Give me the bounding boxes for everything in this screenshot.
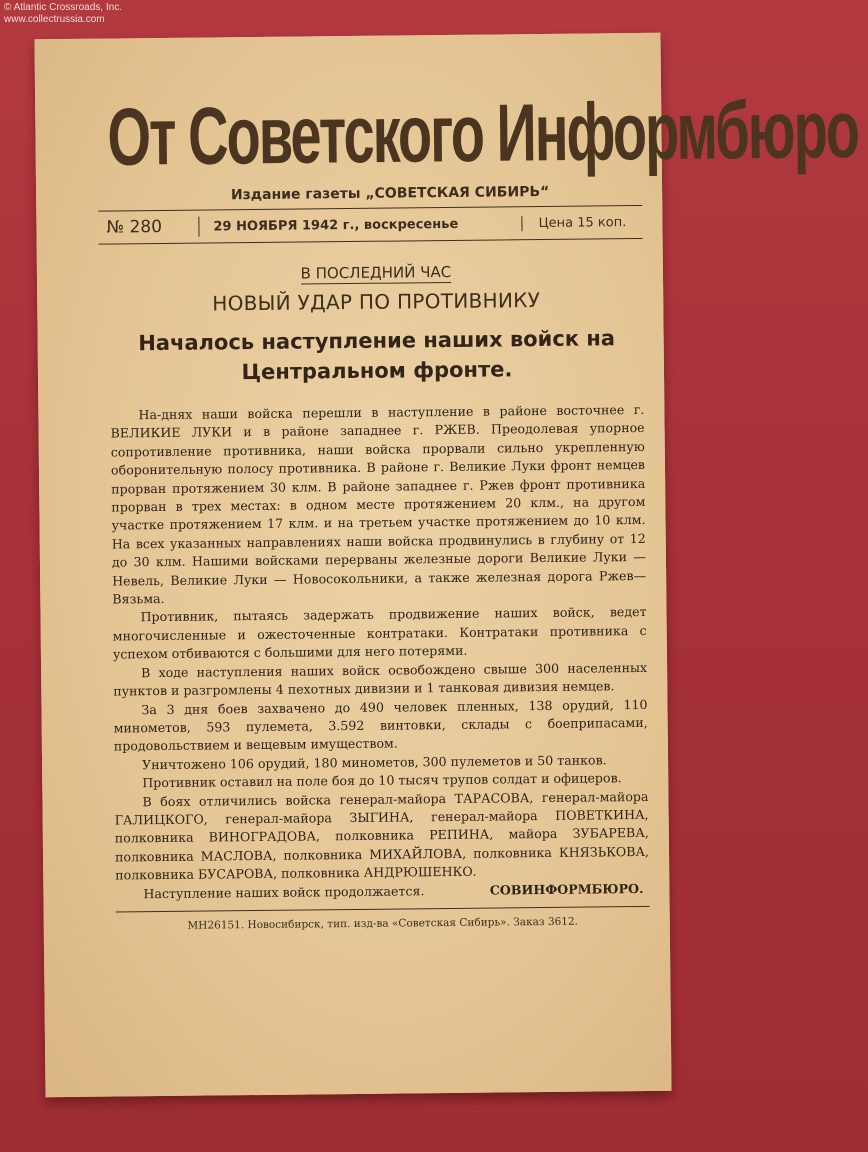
article-headline: НОВЫЙ УДАР ПО ПРОТИВНИКУ — [212, 288, 541, 316]
issue-date: 29 НОЯБРЯ 1942 г., воскресенье — [199, 216, 522, 234]
article-paragraph: Противник, пытаясь задержать продвижение наших войск, ведет многочисленные и ожесточенные контратаки. Контратаки противника с успехом отбиваются с большими для него потерями. — [112, 604, 647, 662]
signature: СОВИНФОРМБЮРО. — [489, 880, 644, 898]
newspaper-content — [106, 81, 859, 933]
edition-line: Издание газеты „СОВЕТСКАЯ СИБИРЬ“ — [230, 183, 550, 204]
article-paragraph: В боях отличились войска генерал-майора ТАРАСОВА, генерал-майора ГАЛИЦКОГО, генерал-майора ЗЫГИНА, генерал-майора ПОВЕТКИНА, полковника ВИНОГРАДОВА, полковника РЕПИНА, майора ЗУБАРЕВА, полковника МАСЛОВА, полковника МИХАЙЛОВА, полковника КНЯЗЬКОВА, полковника БУСАРОВА, полковника АНДРЮШЕНКО. — [114, 788, 650, 883]
section-heading — [109, 261, 643, 285]
article-body — [110, 401, 649, 904]
section-heading-text: В ПОСЛЕДНИЙ ЧАС — [300, 262, 452, 283]
watermark-line-1: © Atlantic Crossroads, Inc. — [4, 2, 122, 13]
issue-info-bar — [98, 205, 642, 245]
article-subheadline: Началось наступление наших войск на Центральном фронте. — [138, 326, 616, 385]
newspaper-sheet — [34, 33, 859, 1097]
article-paragraph: На-днях наши войска перешли в наступление в районе восточнее г. ВЕЛИКИЕ ЛУКИ и в районе западнее г. РЖЕВ. Преодолевая упорное сопротивление противника, наши войска прорвали сильно укрепленную оборонительную полосу противника. В районе г. Великие Луки фронт немцев прорван протяжением 30 клм. В районе западнее г. Ржев фронт противника прорван в трех местах: в одном месте протяжением 20 клм., на другом участке протяжением 17 клм. и на третьем участке протяжением до 10 клм. На всех указанных направлениях наши войска продвинулись в глубину от 12 до 30 клм. Нашими войсками перерваны железные дороги Великие Луки — Невель, Великие Луки — Новосокольники, а также железная дорога Ржев—Вязьма. — [110, 401, 647, 607]
printer-imprint: МН26151. Новосибирск, тип. изд-ва «Советская Сибирь». Заказ 3612. — [116, 906, 650, 933]
article-paragraph: Уничтожено 106 орудий, 180 минометов, 300 пулеметов и 50 танков. — [141, 752, 607, 772]
watermark-line-2: www.collectrussia.com — [4, 14, 105, 25]
article-paragraph: В ходе наступления наших войск освобождено свыше 300 населенных пунктов и разгромлены 4 пехотных дивизии и 1 танковая дивизия немцев. — [113, 659, 648, 699]
masthead-title: От Советского Информбюро — [107, 83, 859, 183]
closing-text: Наступление наших войск продолжается. — [143, 882, 425, 901]
issue-number: № 280 — [98, 217, 199, 238]
article-paragraph: За 3 дня боев захвачено до 490 человек пленных, 138 орудий, 110 минометов, 593 пулемета, 3.592 винтовки, склады с боеприпасами, продовольствием и вещевым имуществом. — [113, 696, 648, 754]
article-paragraph: Противник оставил на поле боя до 10 тысяч трупов солдат и офицеров. — [142, 770, 622, 791]
issue-price: Цена 15 коп. — [538, 214, 627, 231]
watermark — [4, 2, 122, 26]
